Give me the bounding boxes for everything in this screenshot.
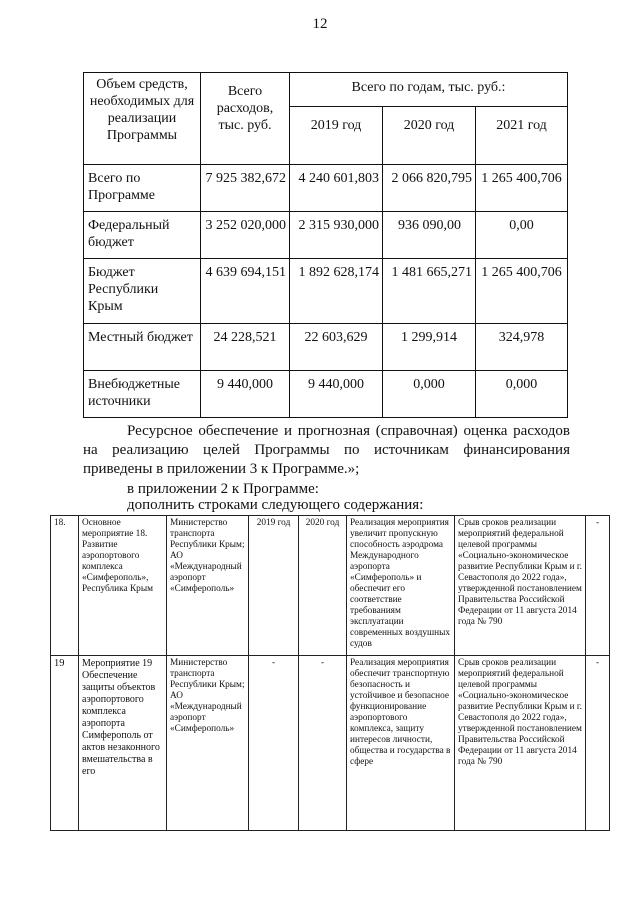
header-funds: Объем средств, необходимых для реализации Программы [84,73,201,165]
row-label: Местный бюджет [84,324,201,371]
row-2019: 4 240 601,803 [290,165,383,212]
row-label: Всего по Программе [84,165,201,212]
budget-row-extrabudget [84,371,568,418]
row-2020: 0,000 [383,371,476,418]
measure-number: 18. [51,516,79,656]
measure-executor: Министерство транспорта Республики Крым; АО «Международный аэропорт «Симферополь» [167,516,249,656]
measure-consequences: Срыв сроков реализации мероприятий федеральной целевой программы «Социально-экономическое развитие Республики Крым и г. Севастополя до 2022 года», утвержденной постановлением Правительства Российской Федерации от 11 августа 2014 года № 790 [455,516,586,656]
row-label: Бюджет Республики Крым [84,259,201,324]
row-2019: 22 603,629 [290,324,383,371]
budget-table [83,72,568,418]
measure-number: 19 [51,656,79,831]
budget-row-total [84,165,568,212]
row-2021: 324,978 [476,324,568,371]
measure-start: - [249,656,299,831]
budget-row-republic [84,259,568,324]
row-2019: 1 892 628,174 [290,259,383,324]
row-total: 3 252 020,000 [201,212,290,259]
budget-row-federal [84,212,568,259]
row-2019: 9 440,000 [290,371,383,418]
measure-executor: Министерство транспорта Республики Крым; АО «Международный аэропорт «Симферополь» [167,656,249,831]
measure-end: - [299,656,347,831]
row-label: Федеральный бюджет [84,212,201,259]
row-total: 24 228,521 [201,324,290,371]
row-2021: 0,00 [476,212,568,259]
measures-table [50,515,610,831]
addition-line: дополнить строками следующего содержания: [127,497,424,513]
appendix-line: в приложении 2 к Программе: [127,481,319,497]
row-total: 7 925 382,672 [201,165,290,212]
row-2021: 1 265 400,706 [476,165,568,212]
row-2020: 1 299,914 [383,324,476,371]
measure-link: - [586,516,610,656]
row-2020: 1 481 665,271 [383,259,476,324]
row-2020: 936 090,00 [383,212,476,259]
measure-end: 2020 год [299,516,347,656]
row-2021: 0,000 [476,371,568,418]
measure-consequences: Срыв сроков реализации мероприятий федеральной целевой программы «Социально-экономическое развитие Республики Крым и г. Севастополя до 2022 года», утвержденной постановлением Правительства Российской Федерации от 11 августа 2014 года № 790 [455,656,586,831]
measure-row-18 [51,516,610,656]
measure-name: Основное мероприятие 18. Развитие аэропортового комплекса «Симферополь», Республика Крым [79,516,167,656]
row-2021: 1 265 400,706 [476,259,568,324]
measure-row-19 [51,656,610,831]
header-total: Всего расходов, тыс. руб. [201,73,290,165]
page-number: 12 [312,16,328,32]
budget-row-local [84,324,568,371]
row-2019: 2 315 930,000 [290,212,383,259]
header-year-2021: 2021 год [476,107,568,165]
header-year-2020: 2020 год [383,107,476,165]
row-total: 9 440,000 [201,371,290,418]
measure-result: Реализация мероприятия обеспечит транспортную безопасность и устойчивое и безопасное функционирование аэропортового комплекса, защиту интересов личности, общества и государства в сфере [347,656,455,831]
budget-header-row [84,73,568,107]
row-2020: 2 066 820,795 [383,165,476,212]
row-total: 4 639 694,151 [201,259,290,324]
measure-start: 2019 год [249,516,299,656]
header-years-group: Всего по годам, тыс. руб.: [290,73,568,107]
measure-name: Мероприятие 19 Обеспечение защиты объектов аэропортового комплекса аэропорта Симферополь от актов незаконного вмешательства в его [79,656,167,831]
row-label: Внебюджетные источники [84,371,201,418]
header-year-2019: 2019 год [290,107,383,165]
resource-paragraph: Ресурсное обеспечение и прогнозная (справочная) оценка расходов на реализацию целей Программы по источникам финансирования приведены в приложении 3 к Программе.»; [83,423,570,477]
measure-link: - [586,656,610,831]
measure-result: Реализация мероприятия увеличит пропускную способность аэродрома Международного аэропорта «Симферополь» и обеспечит его соответствие требованиям эксплуатации современных воздушных судов [347,516,455,656]
